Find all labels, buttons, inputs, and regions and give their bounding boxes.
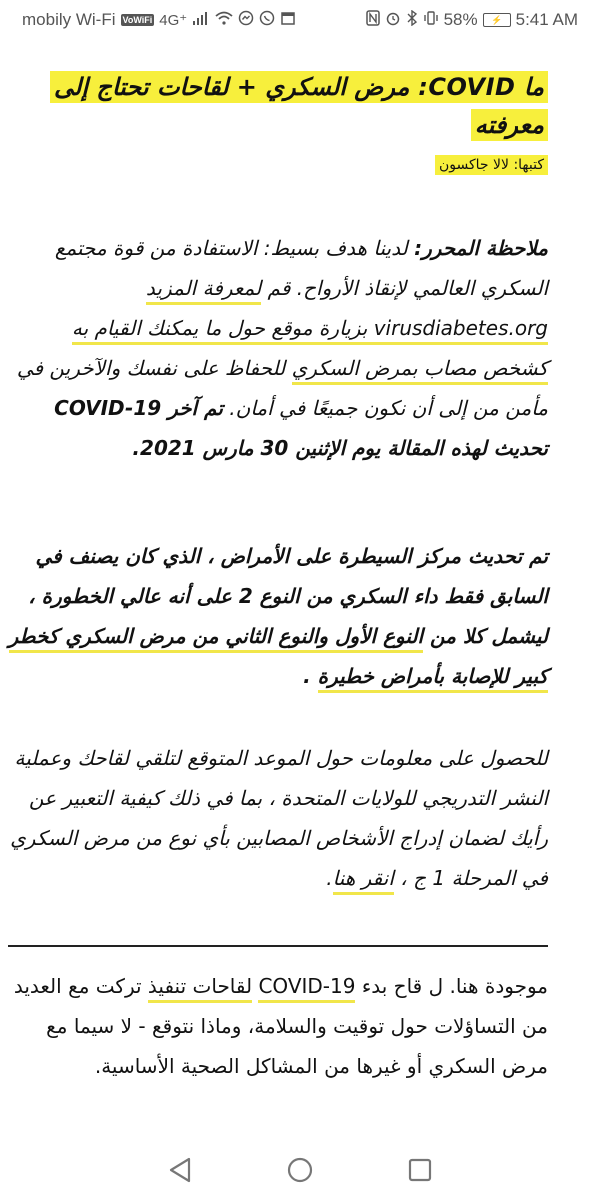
vaccine-info-text-a: للحصول على معلومات حول الموعد المتوقع لتلقي لقاحك وعملية النشر التدريجي للولايات المتحدة ، بما في ذلك كيفية التعبير عن رأيك لضمان إدراج الأشخاص المصابين بأي نوع من مرض السكري في المرحلة 1 ج ، [10,746,548,890]
back-triangle-icon [167,1156,193,1184]
signal-icon [192,11,210,29]
vaccines-rollout-link[interactable]: لقاحات تنفيذ [148,974,252,1003]
rollout-text-e: تركت مع العديد من التساؤلات حول توقيت والسلامة، وماذا نتوقع - لا سيما مع مرض السكري أو غيرها من المشاكل الصحية الأساسية. [13,974,548,1078]
covid19-link[interactable]: COVID-19 [258,974,355,1003]
battery-icon: ⚡ [483,13,511,27]
recents-square-icon [407,1157,433,1183]
whatsapp-icon [259,10,275,30]
carrier-label: mobily Wi-Fi [22,10,116,29]
nfc-icon [366,10,380,30]
home-circle-icon [286,1156,314,1184]
bluetooth-icon [406,10,418,30]
article-title-text: ما COVID: مرض السكري + لقاحات تحتاج إلى معرفته [50,71,548,141]
cdc-risk-link[interactable]: النوع الأول والنوع الثاني من مرض السكري كخطر كبير للإصابة بأمراض خطيرة [9,624,548,693]
article [8,68,548,1078]
clock: 5:41 AM [515,10,578,29]
calendar-icon [280,10,296,30]
cdc-text-c: . [303,664,318,688]
vaccine-info-paragraph [8,738,548,898]
status-right [366,10,578,30]
click-here-link[interactable]: انقر هنا [333,866,394,895]
vaccine-info-text-c: . [326,866,333,890]
messenger-icon [238,10,254,30]
byline-text: كتبها: لالا جاكسون [435,155,548,175]
status-left [22,10,296,30]
editor-note-label: ملاحظة المحرر: [414,236,548,260]
network-type: 4G⁺ [159,12,188,29]
article-title [8,68,548,144]
section-divider [8,945,548,947]
alarm-icon [385,10,401,30]
back-button[interactable] [160,1150,200,1190]
cdc-text-a: تم تحديث مركز السيطرة على الأمراض ، الذي كان يصنف في السابق فقط داء السكري من النوع 2 على أنه عالي الخطورة ، ليشمل كلا من [28,544,548,648]
navigation-bar [0,1140,600,1200]
vowifi-badge: VoWiFi [122,15,153,25]
article-byline [8,154,548,176]
cdc-update-paragraph [8,536,548,696]
home-button[interactable] [280,1150,320,1190]
battery-percent: 58% [443,10,478,29]
recents-button[interactable] [400,1150,440,1190]
vibrate-icon [423,10,439,30]
rollout-text-a: موجودة هنا. ل قاح بدء [355,974,548,998]
editor-note-text-a: لدينا هدف بسيط: الاستفادة من قوة مجتمع السكري العالمي لإنقاذ الأرواح. قم [54,236,548,300]
virusdiabetes-link[interactable]: لمعرفة المزيد virusdiabetes.org بزيارة موقع حول ما يمكنك القيام به كشخص مصاب بمرض السكري [72,276,548,385]
status-bar [0,0,600,40]
vaccine-rollout-paragraph [8,966,548,1086]
editor-note-paragraph [8,228,548,468]
update-date-text: تم آخر COVID-19 تحديث لهذه المقالة يوم الإثنين 30 مارس 2021. [54,396,548,460]
editor-note-text-c: للحفاظ على نفسك والآخرين في مأمن من إلى أن نكون جميعًا في أمان. [16,356,548,420]
wifi-icon [215,11,233,29]
